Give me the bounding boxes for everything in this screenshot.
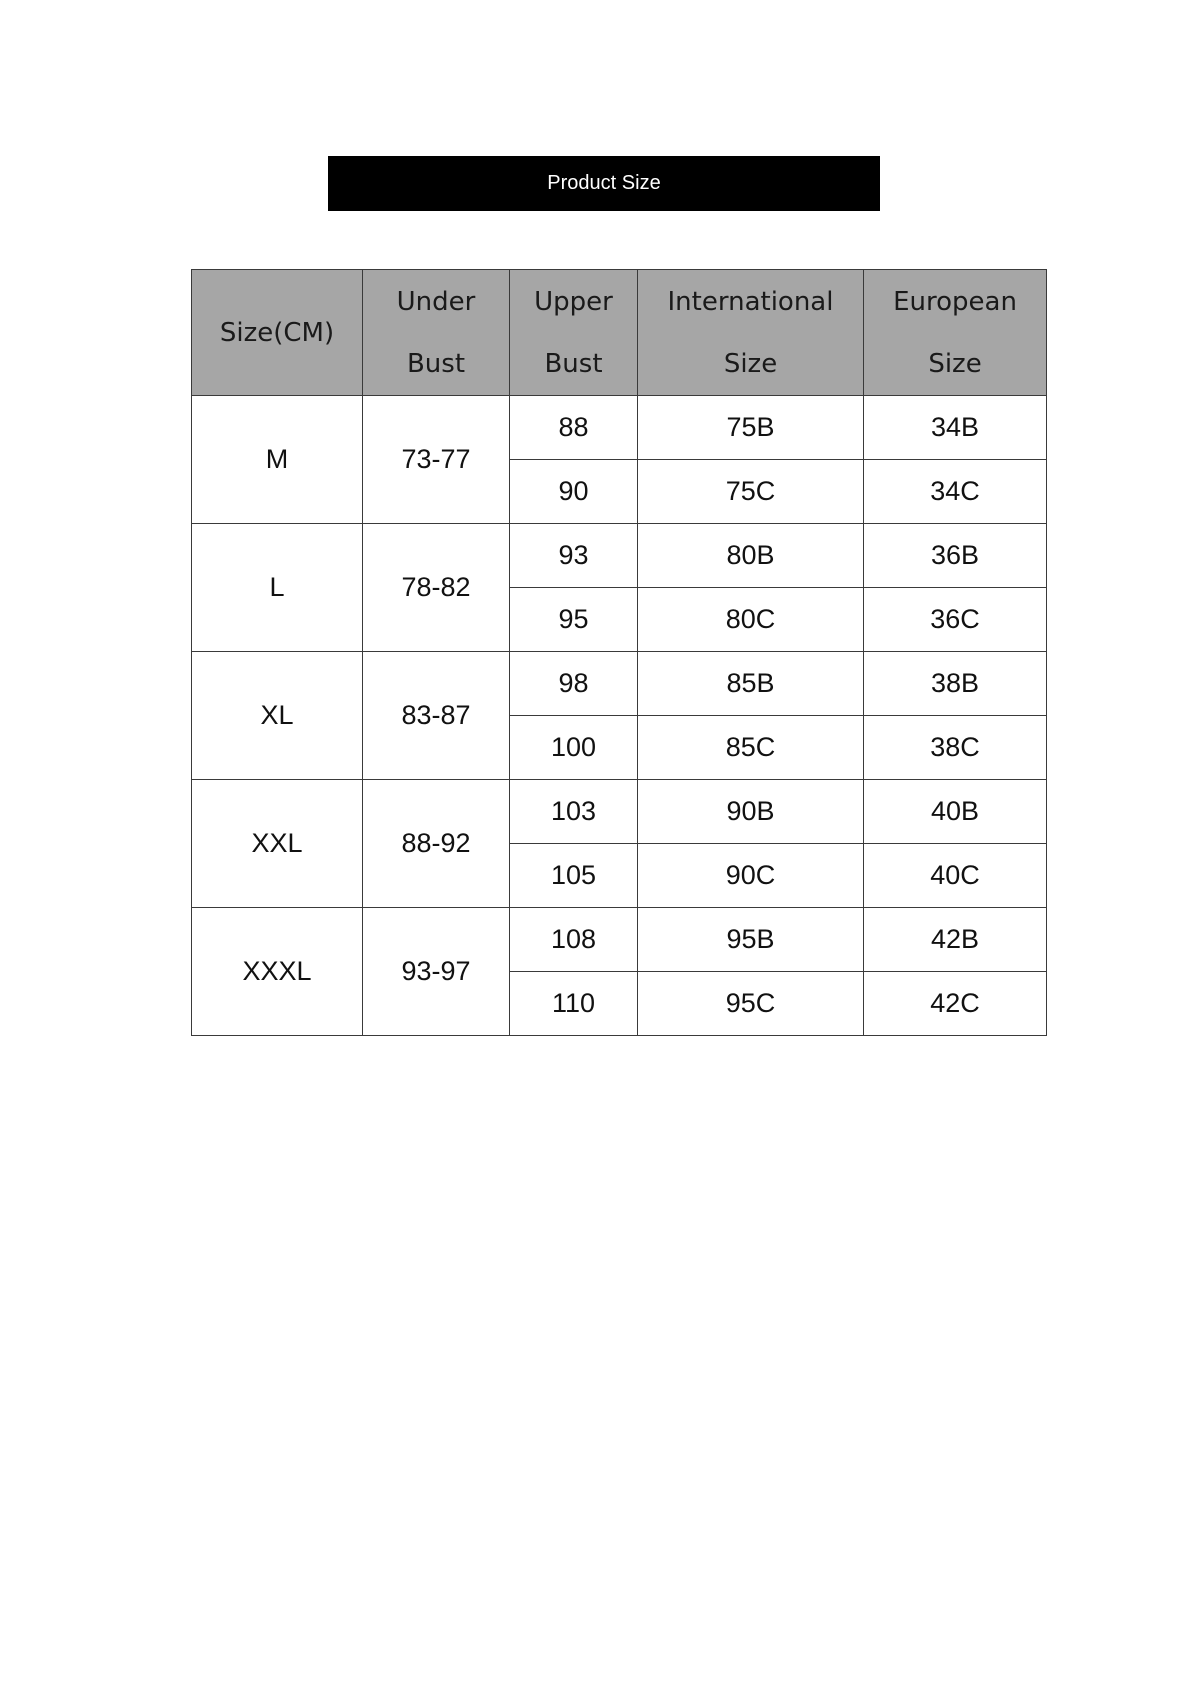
european-size-cell: 36B	[864, 524, 1047, 588]
size-chart-table	[191, 269, 1047, 1036]
table-row	[192, 780, 1047, 844]
upper-bust-cell: 90	[510, 460, 638, 524]
european-size-cell: 40B	[864, 780, 1047, 844]
header-line: Upper	[534, 286, 613, 317]
upper-bust-cell: 103	[510, 780, 638, 844]
international-size-cell: 95C	[638, 972, 864, 1036]
product-size-banner	[328, 156, 880, 211]
european-size-cell: 38C	[864, 716, 1047, 780]
upper-bust-cell: 108	[510, 908, 638, 972]
header-line: International	[667, 286, 834, 317]
european-size-cell: 38B	[864, 652, 1047, 716]
header-line: Size	[928, 348, 982, 379]
international-size-cell: 75B	[638, 396, 864, 460]
international-size-cell: 90B	[638, 780, 864, 844]
european-size-cell: 40C	[864, 844, 1047, 908]
under-bust-cell: 78-82	[363, 524, 510, 652]
header-line: Under	[396, 286, 476, 317]
size-cell: XL	[192, 652, 363, 780]
page-title: Product Size	[547, 172, 661, 194]
upper-bust-cell: 93	[510, 524, 638, 588]
header-line: Size	[723, 348, 778, 379]
table-body	[192, 396, 1047, 1036]
european-size-cell: 42B	[864, 908, 1047, 972]
size-cell: XXL	[192, 780, 363, 908]
international-size-cell: 85B	[638, 652, 864, 716]
header-upper-bust	[510, 270, 638, 396]
under-bust-cell: 93-97	[363, 908, 510, 1036]
upper-bust-cell: 88	[510, 396, 638, 460]
header-line: Bust	[406, 348, 466, 379]
international-size-cell: 75C	[638, 460, 864, 524]
header-european-size	[864, 270, 1047, 396]
table-header	[192, 270, 1047, 396]
header-row	[192, 270, 1047, 396]
upper-bust-cell: 100	[510, 716, 638, 780]
under-bust-cell: 83-87	[363, 652, 510, 780]
header-line: European	[893, 286, 1017, 317]
upper-bust-cell: 110	[510, 972, 638, 1036]
table-row	[192, 652, 1047, 716]
header-line: Size(CM)	[219, 317, 335, 348]
international-size-cell: 85C	[638, 716, 864, 780]
international-size-cell: 80C	[638, 588, 864, 652]
size-cell: M	[192, 396, 363, 524]
upper-bust-cell: 98	[510, 652, 638, 716]
under-bust-cell: 73-77	[363, 396, 510, 524]
table-row	[192, 524, 1047, 588]
table-row	[192, 396, 1047, 460]
international-size-cell: 90C	[638, 844, 864, 908]
european-size-cell: 34B	[864, 396, 1047, 460]
european-size-cell: 34C	[864, 460, 1047, 524]
european-size-cell: 36C	[864, 588, 1047, 652]
under-bust-cell: 88-92	[363, 780, 510, 908]
size-cell: L	[192, 524, 363, 652]
upper-bust-cell: 95	[510, 588, 638, 652]
european-size-cell: 42C	[864, 972, 1047, 1036]
header-international-size	[638, 270, 864, 396]
table-row	[192, 908, 1047, 972]
header-line: Bust	[544, 348, 603, 379]
international-size-cell: 80B	[638, 524, 864, 588]
header-under-bust	[363, 270, 510, 396]
size-cell: XXXL	[192, 908, 363, 1036]
international-size-cell: 95B	[638, 908, 864, 972]
upper-bust-cell: 105	[510, 844, 638, 908]
header-size-cm	[192, 270, 363, 396]
